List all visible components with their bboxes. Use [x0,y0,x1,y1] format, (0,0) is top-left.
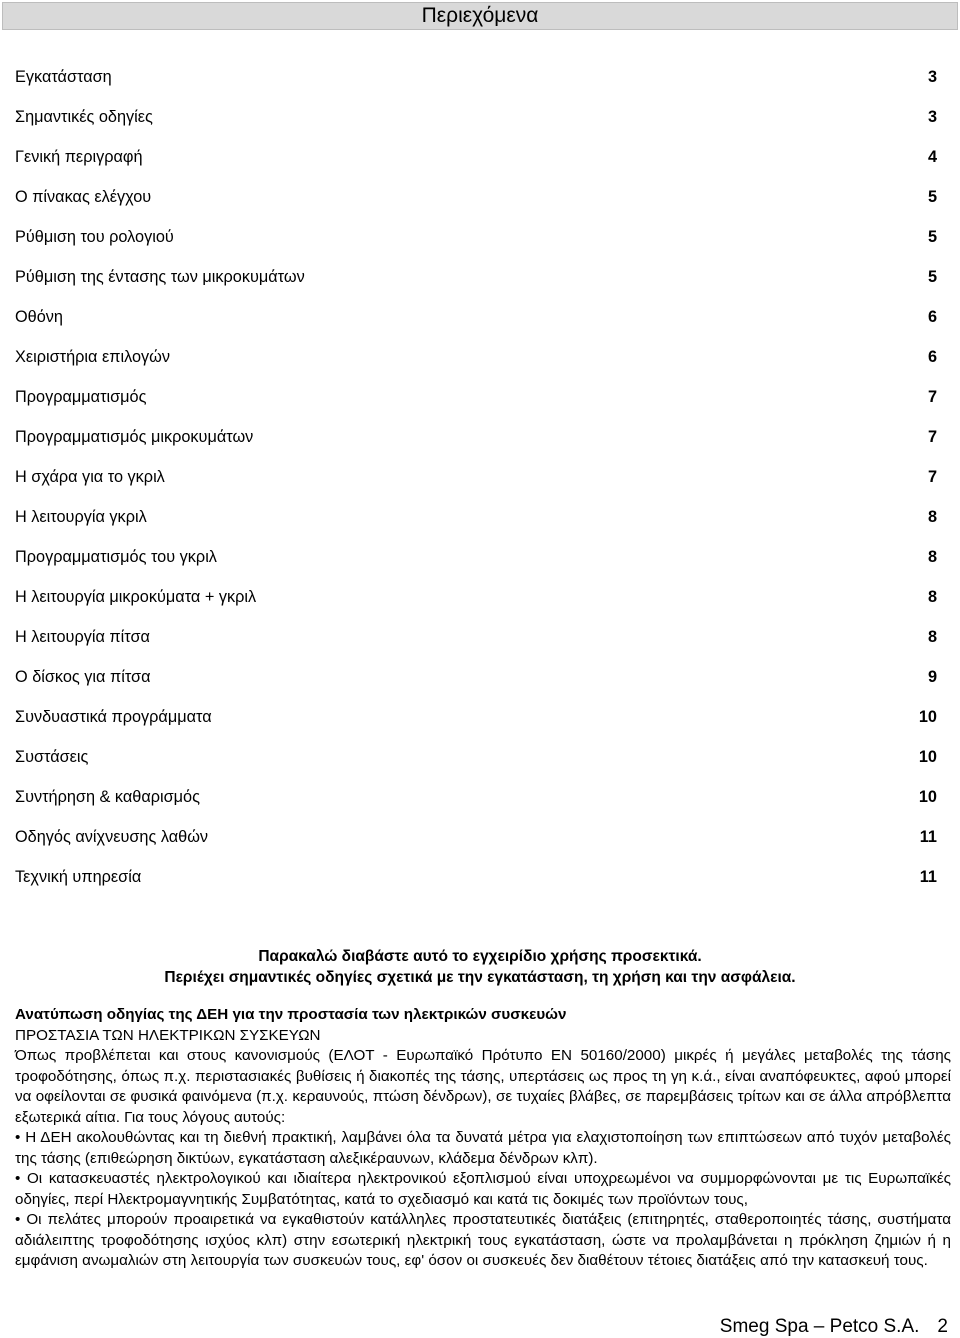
toc-entry [15,666,937,706]
notice-line-1: Παρακαλώ διαβάστε αυτό το εγχειρίδιο χρήσης προσεκτικά. [258,948,702,965]
toc-entry [15,106,937,146]
toc-entry-page: 9 [927,668,937,686]
toc-entry-page: 7 [927,428,937,446]
toc-entry-label: Προγραμματισμός μικροκυμάτων [15,428,254,446]
toc-entry-label: Συντήρηση & καθαρισμός [15,788,200,806]
toc-entry-page: 7 [927,388,937,406]
toc-entry-label: Ρύθμιση του ρολογιού [15,228,174,246]
toc-entry-page: 3 [927,68,937,86]
reprint-bullet: • Οι κατασκευαστές ηλεκτρολογικού και ιδιαίτερα ηλεκτρονικού εξοπλισμού είναι υποχρεωμένοι να συμμορφώνονται με τις Ευρωπαϊκές οδηγίες, περί Ηλεκτρομαγνητικής Συμβατότητας, κατά το σχεδιασμό και κατά τις δοκιμές των προϊόντων τους, [15,1169,951,1210]
toc-entry-label: Οδηγός ανίχνευσης λαθών [15,828,209,846]
toc-entry [15,146,937,186]
toc-entry [15,226,937,266]
toc-entry [15,66,937,106]
toc-entry-label: Η λειτουργία μικροκύματα + γκριλ [15,588,257,606]
reprint-heading: Ανατύπωση οδηγίας της ΔΕΗ για την προστασία των ηλεκτρικών συσκευών [15,1006,567,1023]
toc-entry-label: Προγραμματισμός του γκριλ [15,548,217,566]
reprint-section [15,1005,951,1272]
toc-entry-page: 5 [927,188,937,206]
toc-entry-page: 11 [919,828,937,846]
toc-entry-label: Χειριστήρια επιλογών [15,348,171,366]
toc-entry-page: 8 [927,588,937,606]
toc-entry-label: Η λειτουργία πίτσα [15,628,150,646]
toc-entry-page: 4 [927,148,937,166]
toc-entry-page: 10 [918,748,937,766]
toc-entry [15,706,937,746]
toc-entry-label: Συστάσεις [15,748,89,766]
toc-entry [15,746,937,786]
toc-entry [15,586,937,626]
notice-line-2: Περιέχει σημαντικές οδηγίες σχετικά με την εγκατάσταση, τη χρήση και την ασφάλεια. [164,969,796,986]
toc-entry [15,506,937,546]
reprint-bullet: • Η ΔΕΗ ακολουθώντας και τη διεθνή πρακτική, λαμβάνει όλα τα δυνατά μέτρα για ελαχιστοποίηση των επιπτώσεων από τυχόν μεταβολές της τάσης (επιθεώρηση δικτύων, εγκατάσταση αλεξικέραυνων, κλάδεμα δένδρων κλπ). [15,1128,951,1169]
footer-page-number: 2 [937,1316,948,1337]
toc-entry [15,386,937,426]
toc-entry-page: 6 [927,348,937,366]
reprint-intro: Όπως προβλέπεται και στους κανονισμούς (ΕΛΟΤ - Ευρωπαϊκό Πρότυπο ΕΝ 50160/2000) μικρές ή μεγάλες μεταβολές της τάσης τροφοδότησης, όπως π.χ. περιστασιακές βυθίσεις ή διακοπές της τάσης, υπερτάσεις ως προς τη γη κ.ά., είναι αναπόφευκτες, αφού μπορεί να οφείλονται σε φυσικά φαινόμενα (π.χ. κεραυνούς, πτώση δένδρων), σε τυχαίες βλάβες, σε παρεμβάσεις τρίτων και σε άλλα απρόβλεπτα εξωτερικά αίτια. Για τους λόγους αυτούς: [15,1047,951,1126]
reprint-subheading: ΠΡΟΣΤΑΣΙΑ ΤΩΝ ΗΛΕΚΤΡΙΚΩΝ ΣΥΣΚΕΥΩΝ [15,1026,321,1044]
table-of-contents [15,66,937,906]
toc-entry-page: 8 [927,508,937,526]
toc-entry-label: Ο πίνακας ελέγχου [15,188,152,206]
reprint-bullet: • Οι πελάτες μπορούν προαιρετικά να εγκαθιστούν κατάλληλες προστατευτικές διατάξεις (επιτηρητές, σταθεροποιητές τάσης, συστήματα αδιάλειπτης τροφοδότησης ισχύος κλπ) στην εσωτερική ηλεκτρική τους εγκατάσταση, ώστε να προλαμβάνεται η πρόκληση ζημιών ή η εμφάνιση ανωμαλιών στη λειτουργία των συσκευών τους, εφ' όσον οι συσκευές δεν διαθέτουν τέτοιες διατάξεις από την κατασκευή τους. [15,1210,951,1272]
toc-entry-label: Η λειτουργία γκριλ [15,508,147,526]
toc-entry [15,186,937,226]
toc-entry-page: 10 [918,708,937,726]
toc-entry-page: 6 [927,308,937,326]
toc-entry-label: Συνδυαστικά προγράμματα [15,708,212,726]
toc-entry-page: 7 [927,468,937,486]
toc-entry [15,786,937,826]
toc-entry-page: 8 [927,548,937,566]
toc-entry-page: 11 [919,868,937,886]
toc-entry [15,466,937,506]
toc-entry [15,626,937,666]
toc-entry-label: Εγκατάσταση [15,68,112,86]
toc-entry-label: Ρύθμιση της έντασης των μικροκυμάτων [15,268,305,286]
toc-entry-label: Προγραμματισμός [15,388,147,406]
toc-entry-page: 5 [927,228,937,246]
toc-entry-label: Σημαντικές οδηγίες [15,108,153,126]
toc-entry-label: Η σχάρα για το γκριλ [15,468,165,486]
toc-entry-label: Ο δίσκος για πίτσα [15,668,151,686]
footer-brand: Smeg Spa – Petco S.A. [719,1316,920,1337]
toc-entry-page: 10 [918,788,937,806]
toc-entry [15,346,937,386]
toc-entry-label: Οθόνη [15,308,63,326]
toc-entry [15,546,937,586]
toc-entry [15,426,937,466]
toc-entry-page: 8 [927,628,937,646]
toc-entry [15,826,937,866]
toc-entry [15,306,937,346]
toc-entry-page: 3 [927,108,937,126]
page-title-bar [2,2,958,30]
toc-entry-page: 5 [927,268,937,286]
page-title: Περιεχόμενα [421,4,539,27]
toc-entry-label: Τεχνική υπηρεσία [15,868,142,886]
page-footer [720,1316,948,1338]
toc-entry [15,266,937,306]
toc-entry [15,866,937,906]
toc-entry-label: Γενική περιγραφή [15,148,143,166]
